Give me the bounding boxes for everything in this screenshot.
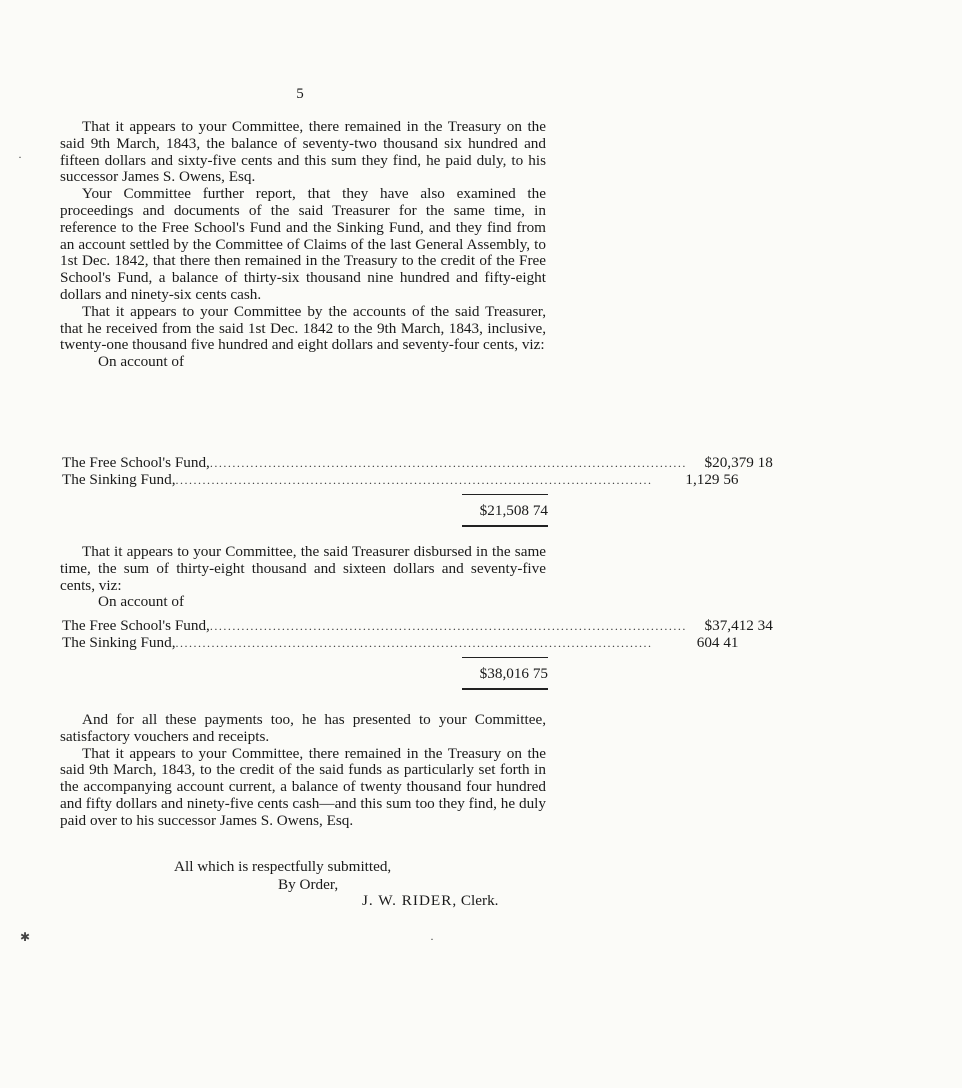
- page-number: 5: [296, 86, 304, 102]
- ledger-amount: $20,379 18: [704, 454, 773, 471]
- ledger-label: The Free School's Fund,: [62, 617, 210, 634]
- ledger-row: [62, 471, 739, 488]
- paragraph-receipts: That it appears to your Committee by the accounts of the said Treasurer, that he received from the said 1st Dec. 1842 to the 9th March, 1843, inclusive, twenty-one thousand five hundred and eight dollars and seventy-four cents, viz:: [60, 302, 546, 354]
- signature-title: Clerk.: [460, 892, 499, 909]
- by-order-line: By Order,: [278, 876, 339, 893]
- report-section-1: [60, 119, 546, 371]
- ledger-label: The Sinking Fund,: [62, 634, 176, 651]
- ledger-total: $38,016 75: [462, 657, 548, 690]
- ledger-row: [62, 617, 773, 634]
- dot-leader: ..........................................................................................................: [209, 619, 687, 633]
- paragraph-treasury-balance: That it appears to your Committee, there remained in the Treasury on the said 9th March, 1843, the balance of seventy-two thousand six hundred and fifteen dollars and sixty-five cents and this sum they find, he paid duly, to his successor James S. Owens, Esq.: [60, 118, 546, 186]
- dot-leader: ..........................................................................................................: [175, 473, 653, 487]
- disbursements-lead: On account of: [98, 593, 185, 611]
- ink-speck: ✱: [20, 930, 31, 944]
- signature-line: [362, 892, 962, 910]
- ledger-label: The Free School's Fund,: [62, 454, 210, 471]
- receipts-lead: On account of: [98, 353, 185, 371]
- ledger-total: $21,508 74: [462, 494, 548, 527]
- ledger-row: [62, 454, 773, 471]
- paragraph-disbursements: That it appears to your Committee, the said Treasurer disbursed in the same time, the sum of thirty-eight thousand and sixteen dollars and seventy-five cents, viz:: [60, 543, 546, 594]
- ledger-label: The Sinking Fund,: [62, 471, 176, 488]
- ledger-total-row: [62, 494, 548, 527]
- ledger-amount: 1,129 56: [685, 471, 739, 488]
- ink-speck: ·: [18, 150, 22, 164]
- ledger-row: [62, 634, 739, 651]
- signature-name: J. W. RIDER,: [362, 892, 458, 909]
- dot-leader: ..........................................................................................................: [209, 456, 687, 470]
- ink-speck: ·: [430, 932, 434, 946]
- disbursements-ledger: [62, 617, 773, 690]
- ledger-total-row: [62, 657, 548, 690]
- paragraph-free-school-fund: Your Committee further report, that they have also examined the proceedings and documents of the said Treasurer for the same time, in reference to the Free School's Fund and the Sinking Fund, and they find from an account settled by the Committee of Claims of the last General Assembly, to 1st Dec. 1842, that there then remained in the Treasury to the credit of the Free School's Fund, a balance of thirty-six thousand nine hundred and fifty-eight dollars and ninety-six cents cash.: [60, 185, 546, 303]
- ledger-amount: 604 41: [696, 634, 739, 651]
- paragraph-vouchers: And for all these payments too, he has presented to your Committee, satisfactory vouchers and receipts.: [60, 711, 546, 745]
- report-section-3: [60, 712, 546, 830]
- ledger-amount: $37,412 34: [704, 617, 773, 634]
- paragraph-final-balance: That it appears to your Committee, there remained in the Treasury on the said 9th March, 1843, to the credit of the said funds as particularly set forth in the accompanying account current, a balance of twenty thousand four hundred and fifty dollars and ninety-five cents cash—and this sum too they find, he duly paid over to his successor James S. Owens, Esq.: [60, 744, 546, 829]
- receipts-ledger: [62, 454, 773, 527]
- closing-line: All which is respectfully submitted,: [174, 858, 392, 875]
- report-section-2: [60, 544, 546, 611]
- dot-leader: ..........................................................................................................: [175, 636, 653, 650]
